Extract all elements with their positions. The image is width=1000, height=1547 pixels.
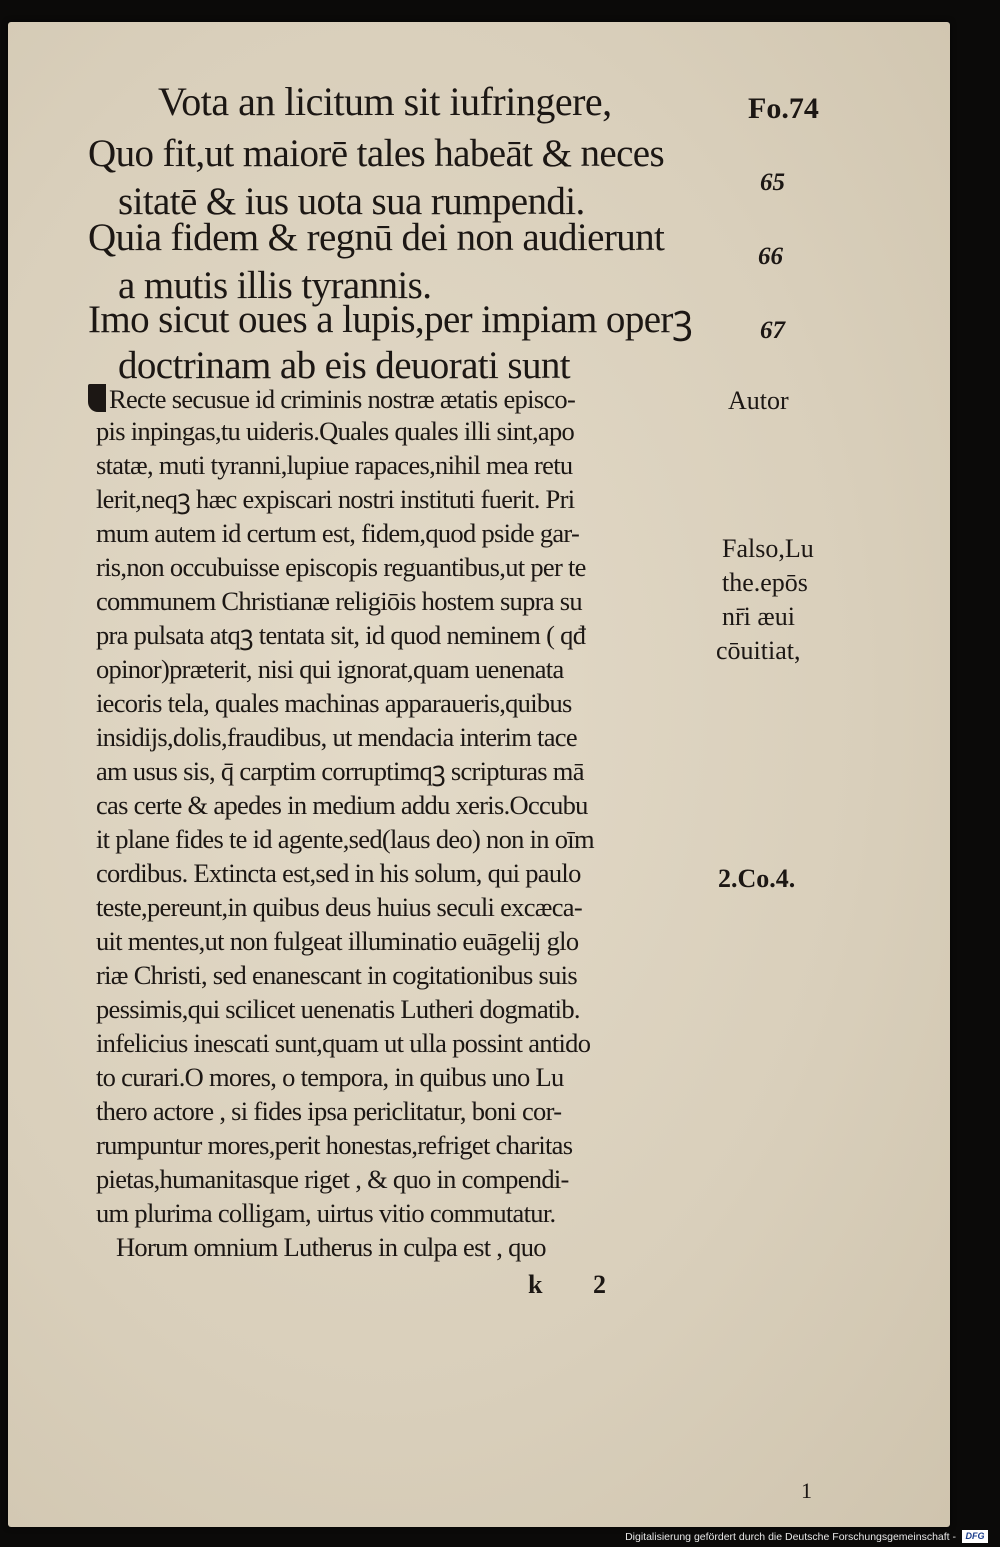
heading-line: Imo sicut oues a lupis,per impiam operꝫ — [88, 298, 693, 341]
margin-note-line: nr̄i æui — [722, 602, 795, 631]
margin-note-line: cōuitiat, — [716, 636, 801, 665]
folio-number: Fo.74 — [748, 92, 819, 125]
body-line: uit mentes,ut non fulgeat illuminatio euāgelij glo — [96, 926, 579, 956]
margin-note-autor: Autor — [728, 386, 789, 415]
heading-number: 67 — [760, 317, 785, 344]
running-title: Vota an licitum sit iufringere, — [158, 79, 612, 124]
body-line: it plane fides te id agente,sed(laus deo) non in oīm — [96, 824, 594, 854]
heading-line: sitatē & ius uota sua rumpendi. — [118, 180, 585, 223]
page-mark: 1 — [801, 1478, 812, 1503]
body-line: iecoris tela, quales machinas apparaueris,quibus — [96, 688, 572, 718]
dfg-logo-icon: DFG — [962, 1530, 988, 1543]
margin-note-reference: 2.Co.4. — [718, 864, 796, 893]
body-line: pis inpingas,tu uideris.Quales quales illi sint,apo — [96, 416, 575, 446]
book-page — [8, 22, 950, 1527]
body-line: infelicius inescati sunt,quam ut ulla possint antido — [96, 1028, 591, 1058]
digitization-credit: Digitalisierung gefördert durch die Deutsche Forschungsgemeinschaft - — [625, 1531, 956, 1543]
body-line: opinor)præterit, nisi qui ignorat,quam uenenata — [96, 654, 564, 684]
body-line: pra pulsata atqꝫ tentata sit, id quod neminem ( qđ — [96, 620, 586, 650]
body-line: to curari.O mores, o tempora, in quibus uno Lu — [96, 1062, 564, 1092]
body-line: um plurima colligam, uirtus vitio commutatur. — [96, 1198, 556, 1228]
body-line: insidijs,dolis,fraudibus, ut mendacia interim tace — [96, 722, 577, 752]
body-line: communem Christianæ religiōis hostem supra su — [96, 586, 582, 616]
margin-note-line: Falso,Lu — [722, 534, 814, 563]
catchword-signature: k 2 — [528, 1270, 606, 1299]
body-line-text: Recte secusue id criminis nostræ ætatis episco- — [109, 384, 576, 414]
body-line: Horum omnium Lutherus in culpa est , quo — [116, 1232, 546, 1262]
body-line: pessimis,qui scilicet uenenatis Lutheri dogmatib. — [96, 994, 580, 1024]
body-line: pietas,humanitasque riget , & quo in compendi- — [96, 1164, 569, 1194]
body-line: rumpuntur mores,perit honestas,refriget charitas — [96, 1130, 573, 1160]
body-line: ris,non occubuisse episcopis reguantibus,ut per te — [96, 552, 586, 582]
body-line: am usus sis, q̄ carptim corruptimqꝫ scripturas mā — [96, 756, 584, 786]
heading-line: doctrinam ab eis deuorati sunt — [118, 344, 571, 387]
body-line: thero actore , si fides ipsa periclitatur, boni cor- — [96, 1096, 562, 1126]
body-line: cordibus. Extincta est,sed in his solum, qui paulo — [96, 858, 581, 888]
body-line: mum autem id certum est, fidem,quod pside gar- — [96, 518, 580, 548]
heading-line: Quia fidem & regnū dei non audierunt — [88, 216, 665, 259]
heading-line: Quo fit,ut maiorē tales habeāt & neces — [88, 132, 665, 175]
body-line: riæ Christi, sed enanescant in cogitationibus suis — [96, 960, 577, 990]
heading-number: 65 — [760, 169, 785, 196]
heading-number: 66 — [758, 243, 783, 270]
pilcrow-mark — [88, 384, 106, 412]
body-line: lerit,neqꝫ hæc expiscari nostri instituti fuerit. Pri — [96, 484, 575, 514]
body-line: cas certe & apedes in medium addu xeris.Occubu — [96, 790, 588, 820]
body-line: statæ, muti tyranni,lupiue rapaces,nihil mea retu — [96, 450, 573, 480]
margin-note-line: the.epōs — [722, 568, 808, 597]
body-line — [88, 384, 575, 413]
body-line: teste,pereunt,in quibus deus huius seculi excæca- — [96, 892, 582, 922]
heading-line: a mutis illis tyrannis. — [118, 264, 432, 307]
